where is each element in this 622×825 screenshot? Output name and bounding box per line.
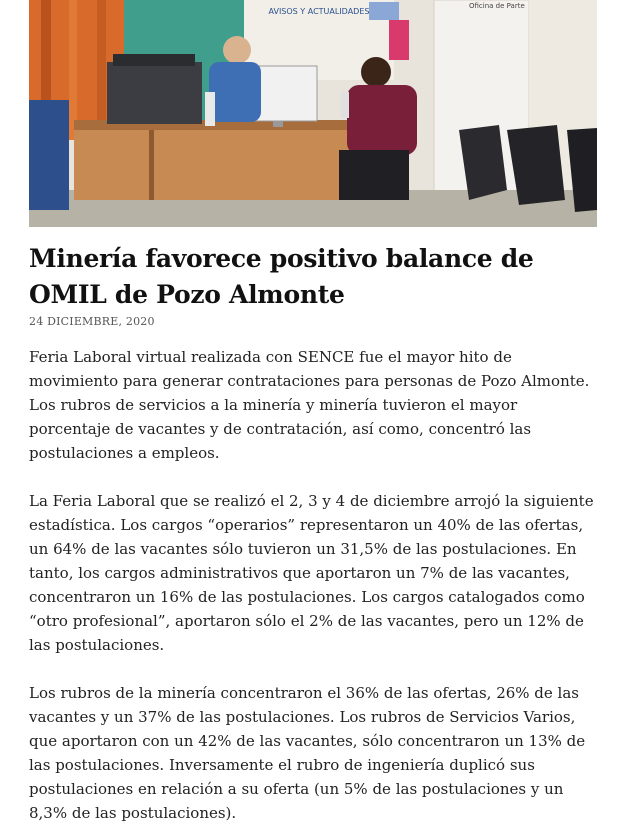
article-paragraph: Los rubros de la minería concentraron el 36% de las ofertas, 26% de las vacantes y un 37% de las postulaciones. Los rubros de Servicios Varios, que aportaron con un 42% de las vacantes, sólo concentraron un 13% de las postulaciones. Inversamente el rubro de ingeniería duplicó sus postulaciones en relación a su oferta (un 5% de las postulaciones y un 8,3% de las postulaciones). (29, 684, 586, 822)
article-body (29, 345, 597, 825)
door-sign-text: Oficina de Parte (469, 2, 525, 10)
article-photo (29, 0, 597, 227)
office-scene-image (29, 0, 597, 227)
article-paragraph: Feria Laboral virtual realizada con SENCE fue el mayor hito de movimiento para generar contrataciones para personas de Pozo Almonte. Los rubros de servicios a la minería y minería tuvieron el mayor porcentaje de vacantes y de contratación, así como, concentró las postulaciones a empleos. (29, 348, 590, 462)
wall-sign-text: AVISOS Y ACTUALIDADES (268, 7, 370, 16)
article-date: 24 DICIEMBRE, 2020 (29, 315, 155, 328)
article-paragraph: La Feria Laboral que se realizó el 2, 3 y 4 de diciembre arrojó la siguiente estadística. Los cargos “operarios” representaron un 40% de las ofertas, un 64% de las vacantes sólo tuvieron un 31,5% de las postulaciones. En tanto, los cargos administrativos que aportaron un 7% de las vacantes, concentraron un 16% de las postulaciones. Los cargos catalogados como “otro profesional”, aportaron sólo el 2% de las vacantes, pero un 12% de las postulaciones. (29, 492, 594, 654)
article-title: Minería favorece positivo balance de OMIL de Pozo Almonte (29, 244, 534, 309)
article (29, 0, 597, 825)
